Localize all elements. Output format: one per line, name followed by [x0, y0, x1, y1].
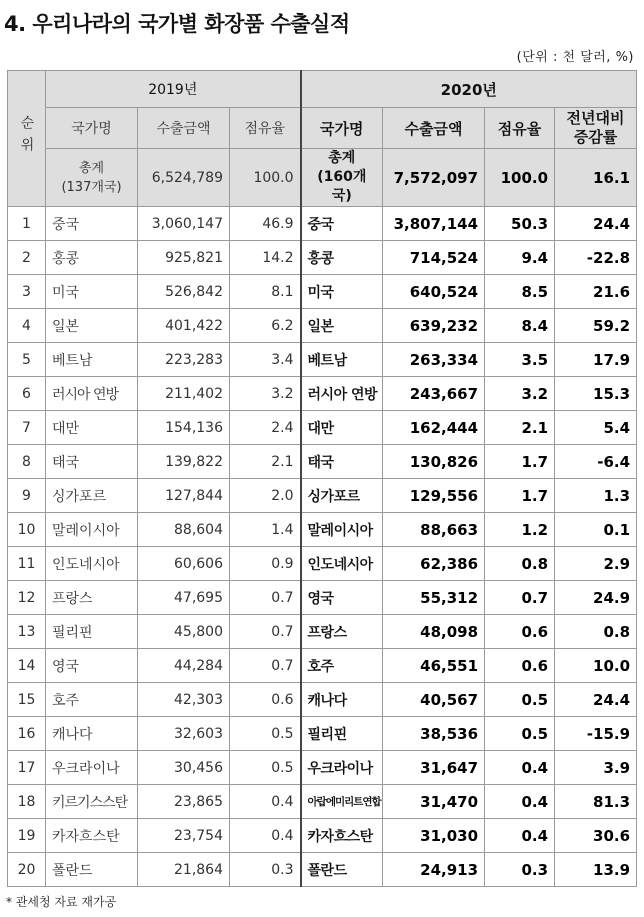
country-2019-cell: 키르기스스탄: [46, 785, 138, 819]
table-row: [8, 615, 637, 649]
amount-2019-cell: 32,603: [138, 717, 230, 751]
document-title: 4. 우리나라의 국가별 화장품 수출실적: [4, 12, 350, 36]
country-2019-cell: 우크라이나: [46, 751, 138, 785]
amount-2019-cell: 23,865: [138, 785, 230, 819]
column-header-row: [8, 108, 637, 149]
share-2020-cell: 1.7: [485, 445, 555, 479]
amount-2019-cell: 211,402: [138, 377, 230, 411]
amount-2019-cell: 526,842: [138, 275, 230, 309]
country-2020-cell: 미국: [301, 275, 383, 309]
change-cell: 10.0: [555, 649, 637, 683]
share-2019-cell: 0.3: [230, 853, 301, 887]
change-cell: 15.3: [555, 377, 637, 411]
change-cell: 0.1: [555, 513, 637, 547]
country-2020-cell: 태국: [301, 445, 383, 479]
share-2020-cell: 2.1: [485, 411, 555, 445]
country-2019-cell: 인도네시아: [46, 547, 138, 581]
country-2019-cell: 프랑스: [46, 581, 138, 615]
amount-2020-cell: 62,386: [383, 547, 485, 581]
table-row: [8, 513, 637, 547]
table-row: [8, 751, 637, 785]
amount-2020-cell: 31,647: [383, 751, 485, 785]
share-2020-cell: 0.6: [485, 649, 555, 683]
country-2019-cell: 홍콩: [46, 241, 138, 275]
amount-2020-cell: 263,334: [383, 343, 485, 377]
amount-2019-header: 수출금액: [138, 108, 230, 149]
country-2019-cell: 캐나다: [46, 717, 138, 751]
amount-2020-cell: 3,807,144: [383, 207, 485, 241]
change-cell: 2.9: [555, 547, 637, 581]
share-2019-cell: 0.5: [230, 751, 301, 785]
share-2019-cell: 3.4: [230, 343, 301, 377]
amount-2019-cell: 45,800: [138, 615, 230, 649]
share-2020-cell: 8.4: [485, 309, 555, 343]
share-2020-cell: 50.3: [485, 207, 555, 241]
share-2019-cell: 14.2: [230, 241, 301, 275]
table-row: [8, 581, 637, 615]
share-2019-cell: 8.1: [230, 275, 301, 309]
rank-cell: 13: [8, 615, 46, 649]
share-2019-cell: 1.4: [230, 513, 301, 547]
share-2019-cell: 0.5: [230, 717, 301, 751]
share-2020-cell: 0.6: [485, 615, 555, 649]
rank-cell: 6: [8, 377, 46, 411]
total-label: 총계: [78, 160, 105, 176]
share-2020-cell: 3.2: [485, 377, 555, 411]
rank-cell: 15: [8, 683, 46, 717]
amount-2019-cell: 401,422: [138, 309, 230, 343]
country-2019-cell: 호주: [46, 683, 138, 717]
rank-cell: 19: [8, 819, 46, 853]
total-2020-share: 100.0: [485, 149, 555, 207]
amount-2020-cell: 130,826: [383, 445, 485, 479]
total-2020-amount: 7,572,097: [383, 149, 485, 207]
country-2019-cell: 말레이시아: [46, 513, 138, 547]
change-header-line2: 증감률: [573, 128, 618, 146]
amount-2020-cell: 55,312: [383, 581, 485, 615]
amount-2019-cell: 139,822: [138, 445, 230, 479]
rank-cell: 7: [8, 411, 46, 445]
total-label-2020: 총계: [328, 150, 356, 166]
amount-2019-cell: 23,754: [138, 819, 230, 853]
country-2019-cell: 영국: [46, 649, 138, 683]
year-2020-header: 2020년: [301, 71, 637, 108]
country-2020-cell: 중국: [301, 207, 383, 241]
share-2020-cell: 0.4: [485, 751, 555, 785]
table-row: [8, 547, 637, 581]
amount-2019-cell: 127,844: [138, 479, 230, 513]
share-2020-cell: 1.2: [485, 513, 555, 547]
share-2019-cell: 0.7: [230, 649, 301, 683]
amount-2019-cell: 3,060,147: [138, 207, 230, 241]
amount-2020-cell: 40,567: [383, 683, 485, 717]
total-2020-country-count: (160개국): [317, 169, 367, 204]
table-row: [8, 717, 637, 751]
amount-2020-cell: 31,030: [383, 819, 485, 853]
unit-label: (단위 : 천 달러, %): [516, 50, 634, 65]
share-2020-cell: 0.4: [485, 785, 555, 819]
share-2019-cell: 0.7: [230, 615, 301, 649]
country-2019-cell: 미국: [46, 275, 138, 309]
amount-2019-cell: 88,604: [138, 513, 230, 547]
total-2019-amount: 6,524,789: [138, 149, 230, 207]
country-2020-cell: 캐나다: [301, 683, 383, 717]
country-2020-cell: 폴란드: [301, 853, 383, 887]
country-2019-cell: 싱가포르: [46, 479, 138, 513]
change-cell: -22.8: [555, 241, 637, 275]
country-2019-cell: 일본: [46, 309, 138, 343]
share-2020-cell: 8.5: [485, 275, 555, 309]
share-2019-cell: 2.1: [230, 445, 301, 479]
country-2020-cell: 프랑스: [301, 615, 383, 649]
change-cell: 24.9: [555, 581, 637, 615]
table-row: [8, 819, 637, 853]
share-2019-cell: 3.2: [230, 377, 301, 411]
share-2020-cell: 0.5: [485, 683, 555, 717]
change-cell: 59.2: [555, 309, 637, 343]
table-row: [8, 377, 637, 411]
amount-2020-cell: 38,536: [383, 717, 485, 751]
share-2020-cell: 0.7: [485, 581, 555, 615]
change-cell: -6.4: [555, 445, 637, 479]
country-2020-cell: 영국: [301, 581, 383, 615]
country-2020-cell: 필리핀: [301, 717, 383, 751]
country-2019-cell: 베트남: [46, 343, 138, 377]
table-row: [8, 241, 637, 275]
table-row: [8, 785, 637, 819]
amount-2019-cell: 47,695: [138, 581, 230, 615]
country-2020-cell: 러시아 연방: [301, 377, 383, 411]
rank-cell: 12: [8, 581, 46, 615]
change-cell: 21.6: [555, 275, 637, 309]
rank-cell: 20: [8, 853, 46, 887]
country-2019-cell: 대만: [46, 411, 138, 445]
footnote: * 관세청 자료 재가공: [6, 895, 117, 909]
change-cell: 30.6: [555, 819, 637, 853]
table-row: [8, 207, 637, 241]
country-2019-cell: 태국: [46, 445, 138, 479]
share-2020-cell: 0.4: [485, 819, 555, 853]
rank-cell: 4: [8, 309, 46, 343]
country-2020-cell: 싱가포르: [301, 479, 383, 513]
amount-2020-cell: 31,470: [383, 785, 485, 819]
year-2019-header: 2019년: [46, 71, 301, 108]
share-2020-cell: 9.4: [485, 241, 555, 275]
share-2020-cell: 1.7: [485, 479, 555, 513]
country-2020-cell: 베트남: [301, 343, 383, 377]
country-2020-cell: 대만: [301, 411, 383, 445]
country-2020-cell: 홍콩: [301, 241, 383, 275]
share-2020-cell: 0.5: [485, 717, 555, 751]
amount-2020-cell: 46,551: [383, 649, 485, 683]
total-2019-share: 100.0: [230, 149, 301, 207]
table-row: [8, 479, 637, 513]
table-row: [8, 309, 637, 343]
rank-cell: 17: [8, 751, 46, 785]
country-2020-cell: 말레이시아: [301, 513, 383, 547]
country-2020-cell: 일본: [301, 309, 383, 343]
rank-header: [8, 71, 46, 207]
rank-cell: 10: [8, 513, 46, 547]
country-2019-header: 국가명: [46, 108, 138, 149]
rank-cell: 3: [8, 275, 46, 309]
change-cell: 81.3: [555, 785, 637, 819]
rank-cell: 8: [8, 445, 46, 479]
amount-2020-cell: 129,556: [383, 479, 485, 513]
amount-2019-cell: 223,283: [138, 343, 230, 377]
year-header-row: [8, 71, 637, 108]
amount-2020-cell: 640,524: [383, 275, 485, 309]
share-2019-cell: 0.4: [230, 819, 301, 853]
rank-cell: 18: [8, 785, 46, 819]
share-2020-cell: 0.3: [485, 853, 555, 887]
share-2019-cell: 46.9: [230, 207, 301, 241]
change-cell: 17.9: [555, 343, 637, 377]
change-cell: 5.4: [555, 411, 637, 445]
change-cell: 0.8: [555, 615, 637, 649]
table-row: [8, 411, 637, 445]
amount-2020-header: 수출금액: [383, 108, 485, 149]
rank-cell: 2: [8, 241, 46, 275]
country-2019-cell: 러시아 연방: [46, 377, 138, 411]
country-2019-cell: 필리핀: [46, 615, 138, 649]
amount-2019-cell: 21,864: [138, 853, 230, 887]
rank-cell: 9: [8, 479, 46, 513]
change-header: [555, 108, 637, 149]
share-2020-cell: 3.5: [485, 343, 555, 377]
rank-header-label: 순위: [18, 114, 35, 159]
change-cell: 13.9: [555, 853, 637, 887]
amount-2020-cell: 639,232: [383, 309, 485, 343]
export-table: [7, 70, 637, 887]
share-2019-cell: 0.9: [230, 547, 301, 581]
share-2020-header: 점유율: [485, 108, 555, 149]
amount-2020-cell: 714,524: [383, 241, 485, 275]
country-2020-cell: 호주: [301, 649, 383, 683]
amount-2019-cell: 44,284: [138, 649, 230, 683]
table-row: [8, 853, 637, 887]
share-2020-cell: 0.8: [485, 547, 555, 581]
amount-2019-cell: 154,136: [138, 411, 230, 445]
country-2019-cell: 폴란드: [46, 853, 138, 887]
rank-cell: 16: [8, 717, 46, 751]
amount-2020-cell: 24,913: [383, 853, 485, 887]
change-cell: -15.9: [555, 717, 637, 751]
rank-cell: 5: [8, 343, 46, 377]
change-cell: 3.9: [555, 751, 637, 785]
country-2019-cell: 카자흐스탄: [46, 819, 138, 853]
table-row: [8, 683, 637, 717]
share-2019-cell: 2.0: [230, 479, 301, 513]
share-2019-cell: 2.4: [230, 411, 301, 445]
table-row: [8, 445, 637, 479]
change-header-line1: 전년대비: [566, 109, 625, 127]
change-cell: 24.4: [555, 683, 637, 717]
share-2019-header: 점유율: [230, 108, 301, 149]
table-row: [8, 275, 637, 309]
change-cell: 1.3: [555, 479, 637, 513]
country-2019-cell: 중국: [46, 207, 138, 241]
share-2019-cell: 0.7: [230, 581, 301, 615]
change-cell: 24.4: [555, 207, 637, 241]
amount-2020-cell: 243,667: [383, 377, 485, 411]
amount-2019-cell: 30,456: [138, 751, 230, 785]
table-row: [8, 343, 637, 377]
amount-2019-cell: 925,821: [138, 241, 230, 275]
country-2020-cell: 우크라이나: [301, 751, 383, 785]
total-2020-name: [301, 149, 383, 207]
amount-2020-cell: 88,663: [383, 513, 485, 547]
total-2019-country-count: (137개국): [61, 179, 122, 195]
country-2020-cell: 카자흐스탄: [301, 819, 383, 853]
share-2019-cell: 0.4: [230, 785, 301, 819]
share-2019-cell: 0.6: [230, 683, 301, 717]
amount-2019-cell: 60,606: [138, 547, 230, 581]
country-2020-header: 국가명: [301, 108, 383, 149]
share-2019-cell: 6.2: [230, 309, 301, 343]
country-2020-cell: 인도네시아: [301, 547, 383, 581]
country-2020-cell: 아랍에미리트연합: [301, 785, 383, 819]
rank-cell: 14: [8, 649, 46, 683]
amount-2020-cell: 48,098: [383, 615, 485, 649]
amount-2019-cell: 42,303: [138, 683, 230, 717]
rank-cell: 11: [8, 547, 46, 581]
table-row: [8, 649, 637, 683]
total-row: [8, 149, 637, 207]
total-change: 16.1: [555, 149, 637, 207]
total-2019-name: [46, 149, 138, 207]
rank-cell: 1: [8, 207, 46, 241]
amount-2020-cell: 162,444: [383, 411, 485, 445]
